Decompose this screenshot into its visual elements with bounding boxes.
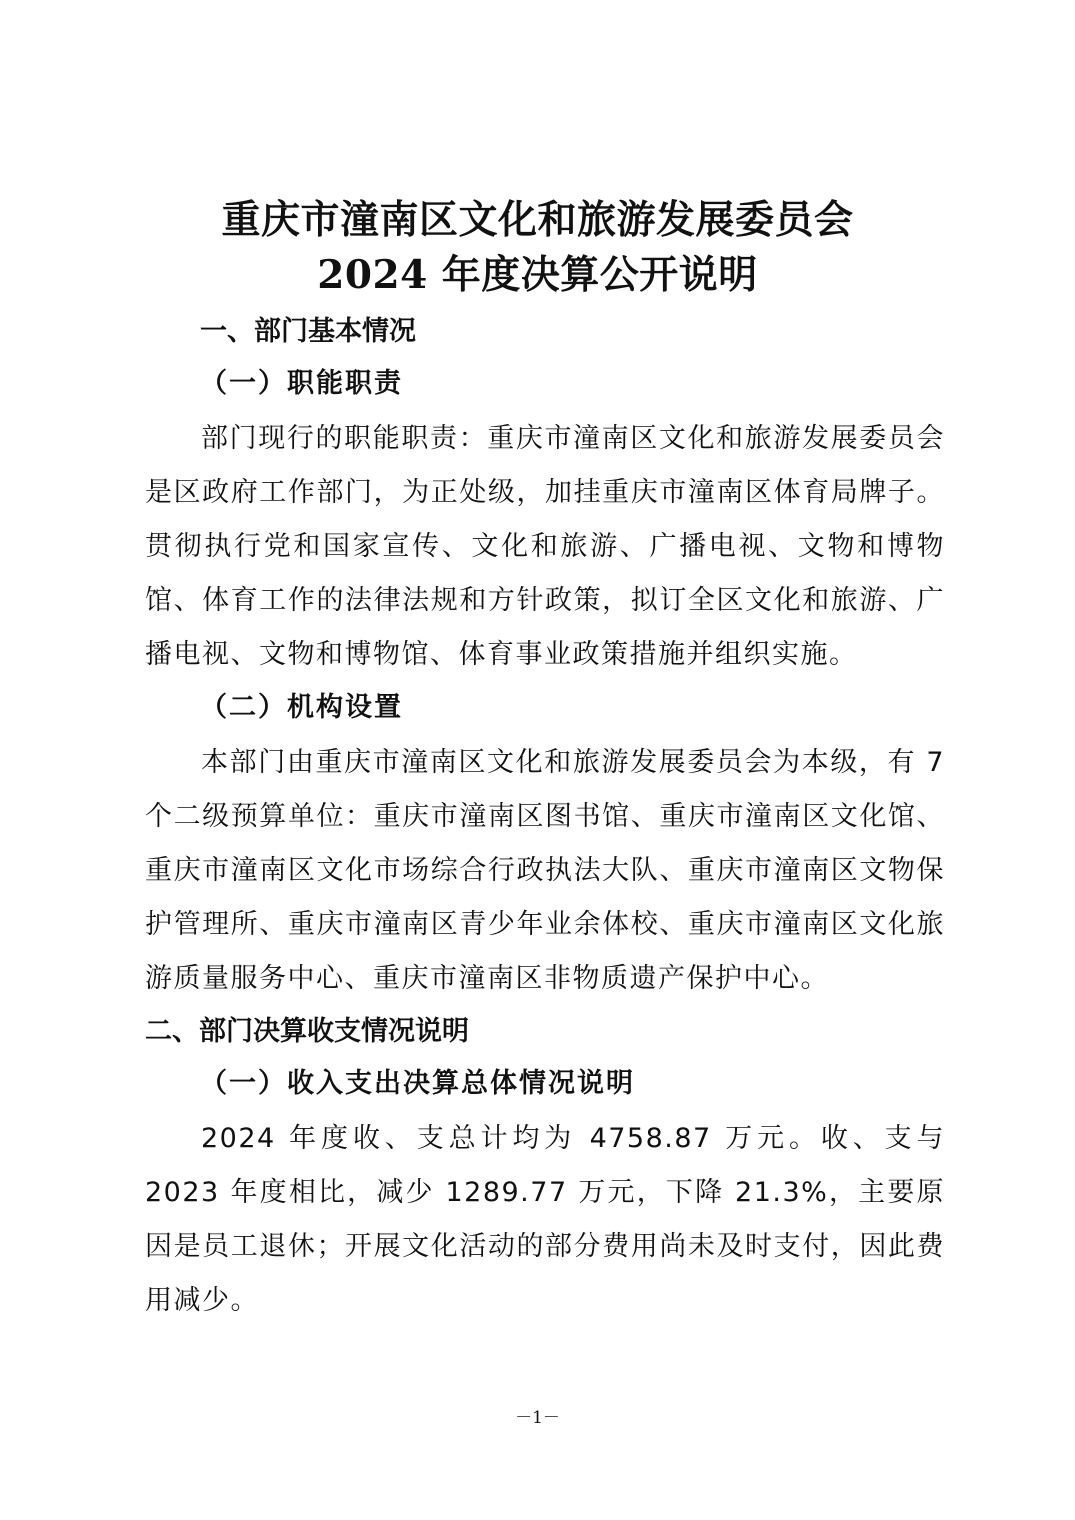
document-title-line2: 2024 年度决算公开说明 bbox=[317, 252, 758, 298]
subsection-heading-income-expense: （一）收入支出决算总体情况说明 bbox=[200, 1068, 635, 1099]
page-number: －1－ bbox=[515, 1408, 560, 1428]
paragraph-functions: 部门现行的职能职责：重庆市潼南区文化和旅游发展委员会是区政府工作部门，为正处级，加挂重庆市潼南区体育局牌子。贯彻执行党和国家宣传、文化和旅游、广播电视、文物和博物馆、体育工作的法律法规和方针政策，拟订全区文化和旅游、广播电视、文物和博物馆、体育事业政策措施并组织实施。 bbox=[145, 423, 945, 670]
section-heading-basic-info: 一、部门基本情况 bbox=[200, 316, 416, 347]
paragraph-organization: 本部门由重庆市潼南区文化和旅游发展委员会为本级，有 7 个二级预算单位：重庆市潼南区图书馆、重庆市潼南区文化馆、重庆市潼南区文化市场综合行政执法大队、重庆市潼南区文物保护管理所、重庆市潼南区青少年业余体校、重庆市潼南区文化旅游质量服务中心、重庆市潼南区非物质遗产保护中心。 bbox=[145, 747, 945, 994]
document-title-line1: 重庆市潼南区文化和旅游发展委员会 bbox=[221, 197, 854, 243]
subsection-heading-functions: （一）职能职责 bbox=[200, 368, 403, 399]
section-heading-budget: 二、部门决算收支情况说明 bbox=[145, 1016, 469, 1047]
paragraph-income-expense: 2024 年度收、支总计均为 4758.87 万元。收、支与 2023 年度相比，减少 1289.77 万元，下降 21.3%，主要原因是员工退休；开展文化活动的部分费用尚未及时支付，因此费用减少。 bbox=[145, 1123, 945, 1316]
subsection-heading-organization: （二）机构设置 bbox=[200, 692, 403, 723]
